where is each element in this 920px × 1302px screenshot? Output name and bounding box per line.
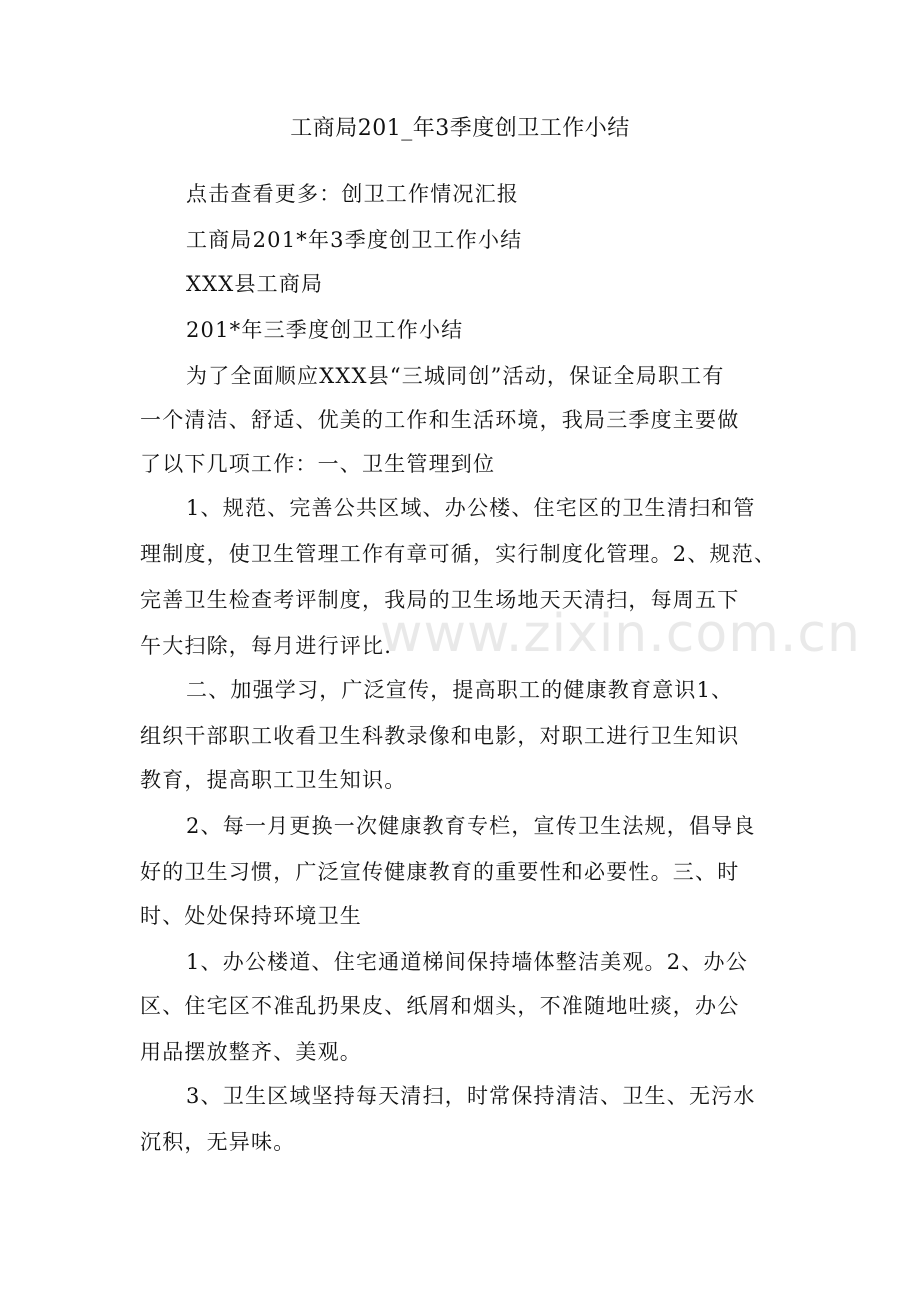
text-line: 区、住宅区不准乱扔果皮、纸屑和烟头，不准随地吐痰，办公 (140, 994, 740, 1018)
text-line: 一个清洁、舒适、优美的工作和生活环境，我局三季度主要做 (140, 408, 740, 432)
text-line: 工商局201*年3季度创卫工作小结 (186, 228, 523, 252)
text-line: 了以下几项工作：一、卫生管理到位 (140, 452, 496, 476)
text-line: 用品摆放整齐、美观。 (140, 1040, 362, 1064)
text-line: 为了全面顺应XXX县“三城同创”活动，保证全局职工有 (186, 364, 725, 388)
text-line: 理制度，使卫生管理工作有章可循，实行制度化管理。2、规范、 (140, 542, 777, 566)
text-line: 二、加强学习，广泛宣传，提高职工的健康教育意识1、 (186, 678, 734, 702)
text-line: 1、办公楼道、住宅通道梯间保持墙体整洁美观。2、办公 (186, 950, 748, 974)
text-line: 午大扫除，每月进行评比. (140, 634, 393, 658)
text-line: 教育，提高职工卫生知识。 (140, 768, 407, 792)
document-title: 工商局201_年3季度创卫工作小结 (290, 116, 630, 141)
text-line: 201*年三季度创卫工作小结 (186, 318, 464, 342)
watermark: www.zixin.com.cn (380, 604, 861, 664)
text-line: 好的卫生习惯，广泛宣传健康教育的重要性和必要性。三、时 (140, 860, 740, 884)
text-line: 2、每一月更换一次健康教育专栏，宣传卫生法规，倡导良 (186, 814, 756, 838)
text-line: XXX县工商局 (186, 272, 324, 296)
text-line: 时、处处保持环境卫生 (140, 904, 362, 928)
text-line: 沉积，无异味。 (140, 1130, 296, 1154)
text-line: 1、规范、完善公共区域、办公楼、住宅区的卫生清扫和管 (186, 496, 756, 520)
text-line: 组织干部职工收看卫生科教录像和电影，对职工进行卫生知识 (140, 724, 740, 748)
text-line: 点击查看更多：创卫工作情况汇报 (186, 182, 519, 206)
text-line: 完善卫生检查考评制度，我局的卫生场地天天清扫，每周五下 (140, 588, 740, 612)
text-line: 3、卫生区域坚持每天清扫，时常保持清洁、卫生、无污水 (186, 1084, 756, 1108)
